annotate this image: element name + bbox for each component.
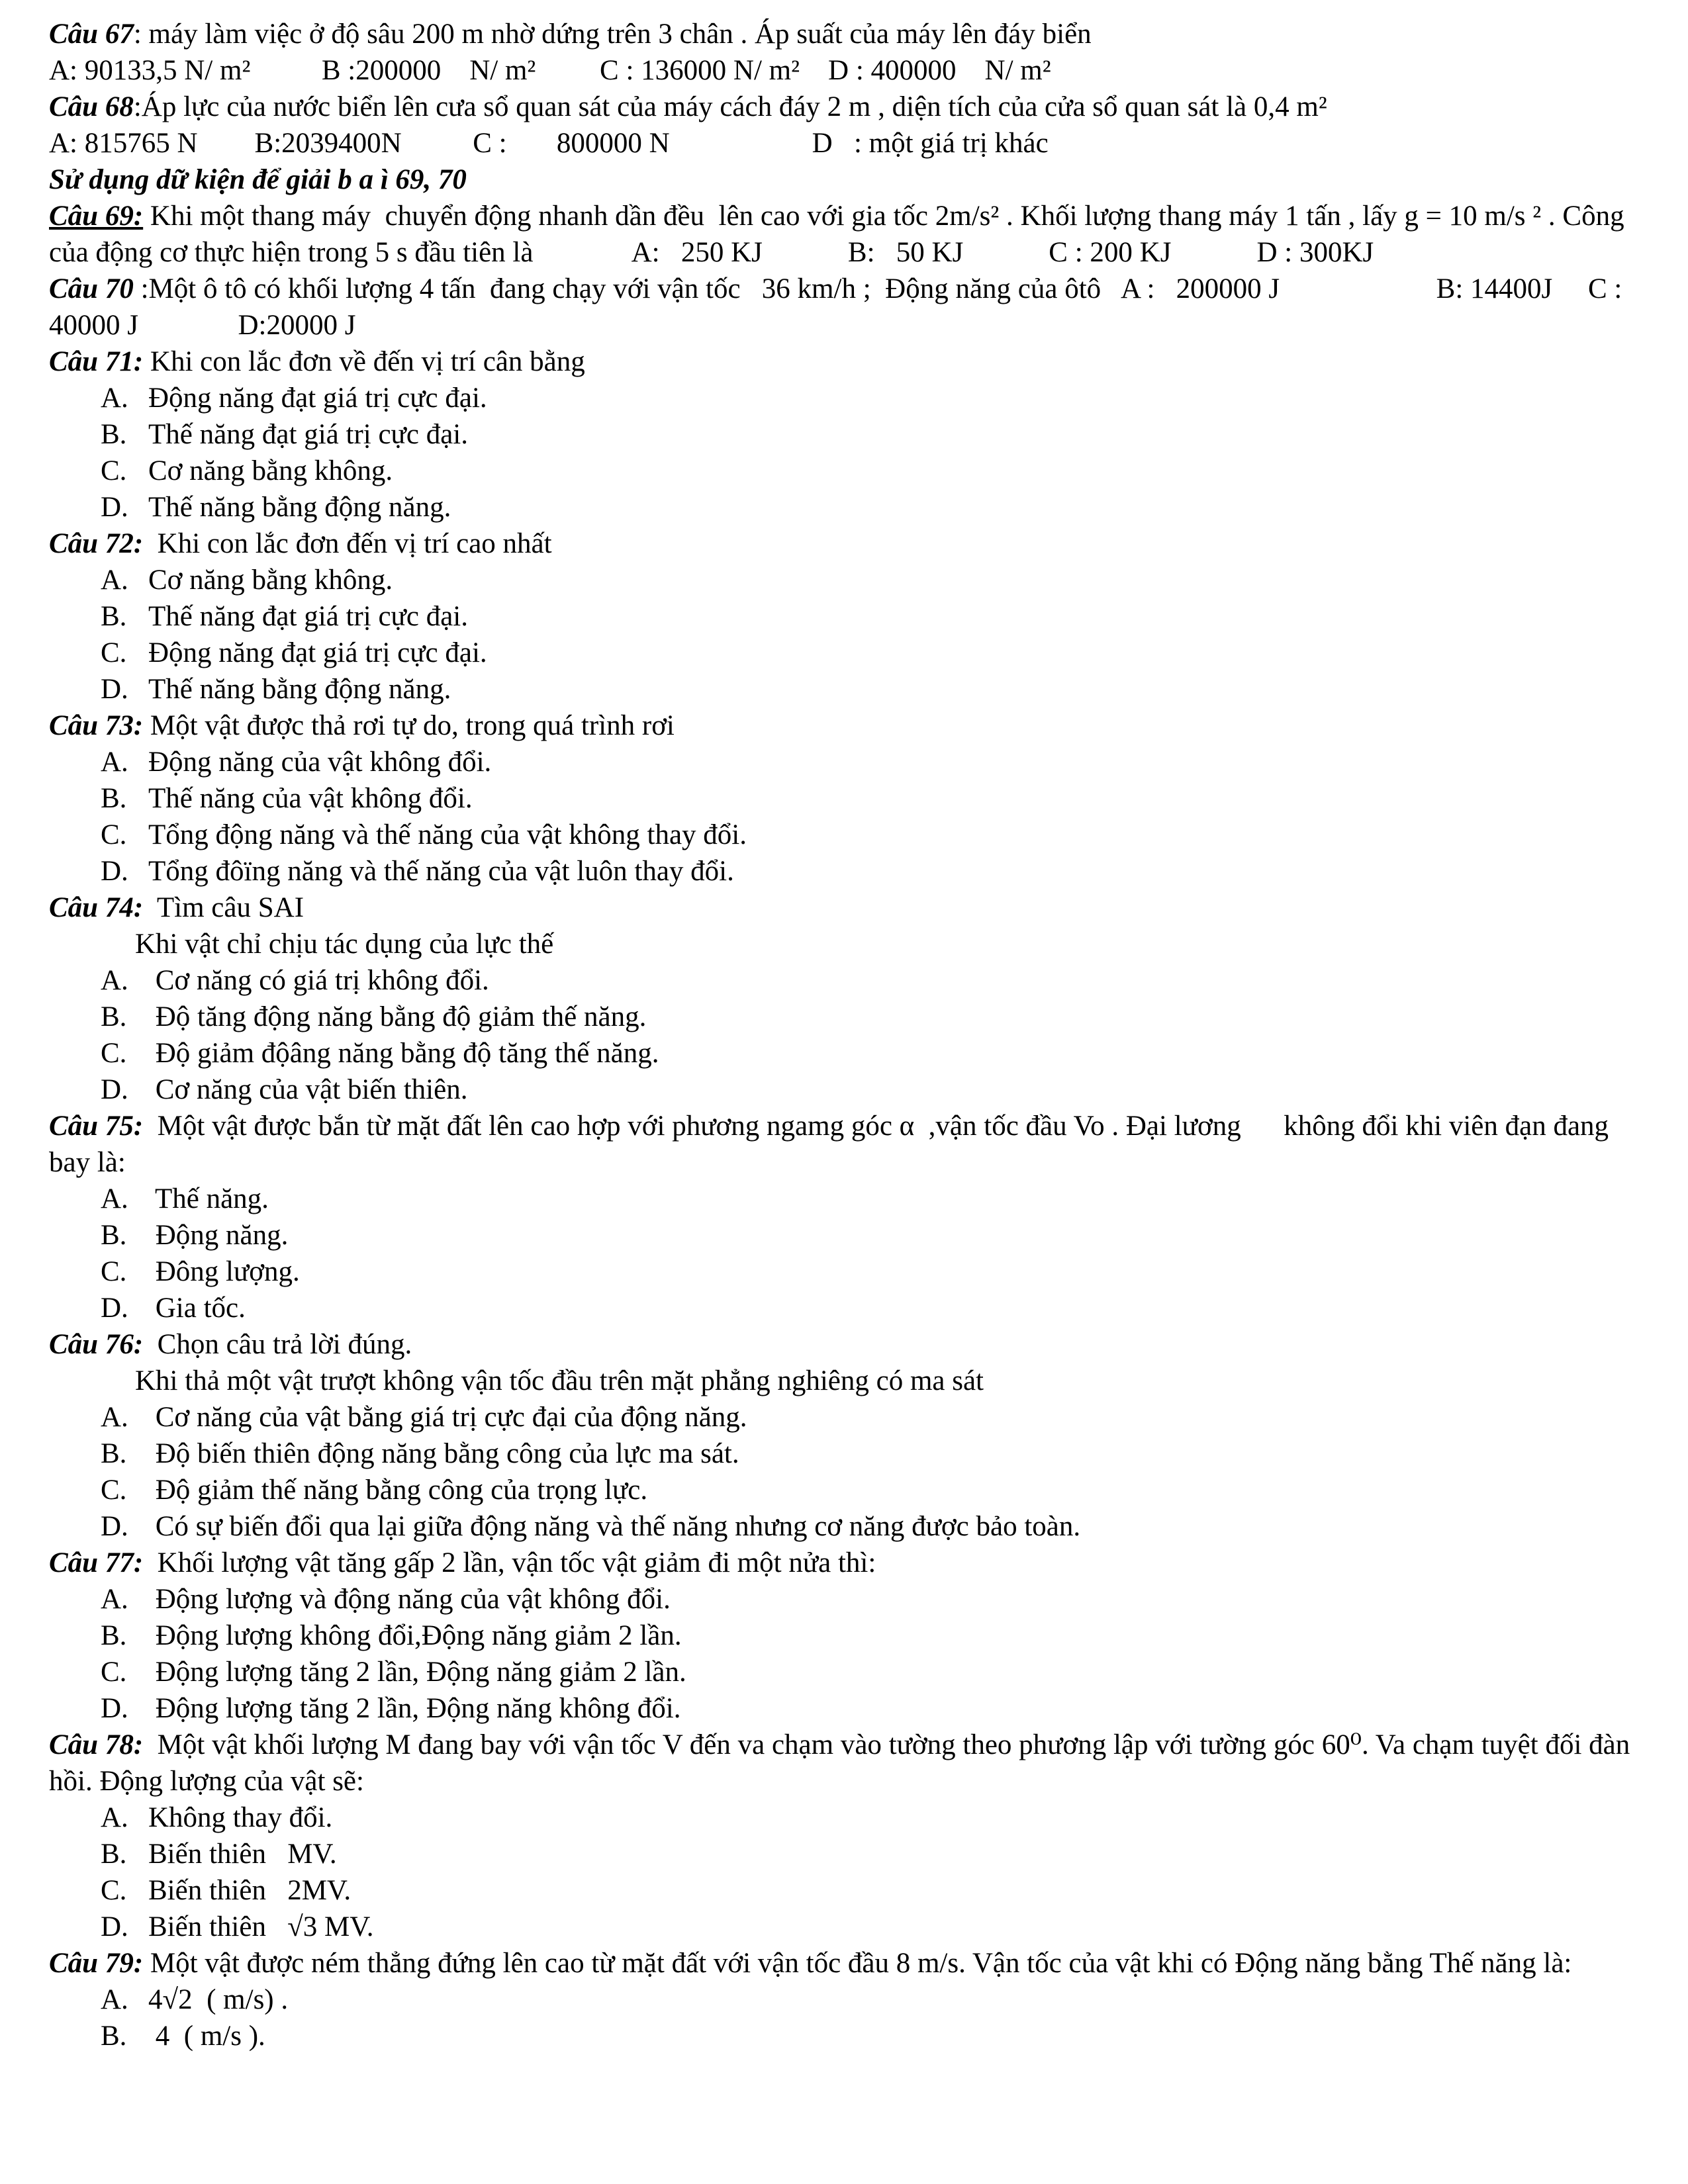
question-text: Khi con lắc đơn đến vị trí cao nhất <box>143 528 552 559</box>
question-text: :Áp lực của nước biển lên cưa sổ quan sát của máy cách đáy 2 m , diện tích của cửa sổ quan sát là 0,4 m² <box>133 91 1327 122</box>
option-row <box>49 1399 1642 1435</box>
question-text: Một vật được bắn từ mặt đất lên cao hợp với phương ngamg góc α ,vận tốc đầu Vo . Đại lương không đổi khi viên đạn đang bay là: <box>49 1111 1616 1178</box>
option-letter: C. <box>101 455 127 486</box>
question-text: Khi một thang máy chuyển động nhanh dần đều lên cao với gia tốc 2m/s² . Khối lượng thang máy 1 tấn , lấy g = 10 m/s ² . Công của động cơ thực hiện trong 5 s đầu tiên là <box>49 201 1632 268</box>
answer-choices-line: A: 90133,5 N/ m² B :200000 N/ m² C : 136000 N/ m² D : 400000 N/ m² <box>49 55 1051 86</box>
option-text: Động năng của vật không đổi. <box>148 747 492 778</box>
option-letter: B. <box>101 2021 127 2052</box>
option-row <box>49 598 1642 635</box>
option-row <box>49 1690 1642 1727</box>
inline-answer-choices: A: 250 KJ B: 50 KJ C : 200 KJ D : 300KJ <box>533 237 1374 268</box>
question-stem <box>49 1545 1642 1581</box>
option-row <box>49 2018 1642 2054</box>
option-row <box>49 1472 1642 1508</box>
option-text: Gia tốc. <box>148 1293 246 1324</box>
question-text: Khối lượng vật tăng gấp 2 lần, vận tốc vật giảm đi một nửa thì: <box>143 1547 876 1578</box>
option-row <box>49 1981 1642 2018</box>
question-text: Một vật được ném thẳng đứng lên cao từ mặt đất với vận tốc đầu 8 m/s. Vận tốc của vật khi có Động năng bằng Thế năng là: <box>143 1948 1572 1979</box>
option-letter: A. <box>101 965 128 996</box>
question-label: Câu 72: <box>49 528 144 559</box>
question-stem <box>49 889 1642 926</box>
option-row <box>49 416 1642 453</box>
option-text: Cơ năng bằng không. <box>148 455 393 486</box>
option-text: Thế năng đạt giá trị cực đại. <box>148 601 468 632</box>
option-text: Động năng. <box>148 1220 289 1251</box>
option-text: Đông lượng. <box>148 1256 300 1287</box>
question-stem <box>49 198 1642 271</box>
option-row <box>49 962 1642 999</box>
option-text: Biến thiên MV. <box>148 1839 337 1870</box>
option-letter: D. <box>101 856 128 887</box>
option-letter: C. <box>101 1256 127 1287</box>
question-stem <box>49 343 1642 380</box>
option-row <box>49 1836 1642 1872</box>
option-letter: B. <box>101 783 127 814</box>
question-label: Câu 76: <box>49 1329 144 1360</box>
option-letter: D. <box>101 674 128 705</box>
question-text: Một vật được thả rơi tự do, trong quá trình rơi <box>143 710 675 741</box>
option-row <box>49 671 1642 707</box>
question-stem <box>49 1108 1642 1181</box>
option-row <box>49 562 1642 598</box>
question-block <box>49 89 1642 161</box>
option-text: Thế năng của vật không đổi. <box>148 783 473 814</box>
option-row <box>49 635 1642 671</box>
question-block <box>49 1326 1642 1545</box>
option-text: Thế năng bằng động năng. <box>148 492 451 523</box>
option-letter: C. <box>101 1038 127 1069</box>
option-letter: C. <box>101 1657 127 1688</box>
option-letter: D. <box>101 1911 128 1942</box>
question-text: Chọn câu trả lời đúng. <box>143 1329 412 1360</box>
option-text: Độ giảm thế năng bằng công của trọng lực. <box>148 1475 648 1506</box>
option-text: Cơ năng của vật bằng giá trị cực đại của động năng. <box>148 1402 747 1433</box>
question-subtext: Khi vật chỉ chịu tác dụng của lực thế <box>135 929 554 960</box>
question-subtext: Khi thả một vật trượt không vận tốc đầu trên mặt phẳng nghiêng có ma sát <box>135 1365 984 1396</box>
option-letter: A. <box>101 747 128 778</box>
option-row <box>49 489 1642 525</box>
question-label: Câu 79: <box>49 1948 144 1979</box>
option-letter: A. <box>101 1584 128 1615</box>
option-row <box>49 380 1642 416</box>
option-text: Không thay đổi. <box>148 1802 333 1833</box>
option-letter: B. <box>101 1220 127 1251</box>
option-text: Độ tăng động năng bằng độ giảm thế năng. <box>148 1001 647 1032</box>
question-stem <box>49 271 1642 343</box>
option-letter: D. <box>101 1293 128 1324</box>
option-text: Độ biến thiên động năng bằng công của lực ma sát. <box>148 1438 739 1469</box>
option-letter: C. <box>101 819 127 850</box>
option-row <box>49 1909 1642 1945</box>
option-letter: B. <box>101 1620 127 1651</box>
option-text: Tổng đôïng năng và thế năng của vật luôn thay đổi. <box>148 856 734 887</box>
question-label: Câu 67 <box>49 19 134 50</box>
question-block <box>49 889 1642 1108</box>
question-stem <box>49 1326 1642 1363</box>
option-text: Động lượng và động năng của vật không đổi. <box>148 1584 671 1615</box>
question-label: Câu 74: <box>49 892 144 923</box>
question-stem <box>49 707 1642 744</box>
option-letter: A. <box>101 383 128 414</box>
question-block <box>49 343 1642 525</box>
question-stem <box>49 1945 1642 1981</box>
question-label: Câu 69: <box>49 201 144 232</box>
option-text: Biến thiên √3 MV. <box>148 1911 374 1942</box>
option-row <box>49 780 1642 817</box>
question-label: Câu 77: <box>49 1547 144 1578</box>
question-text: Tìm câu SAI <box>143 892 305 923</box>
option-row <box>49 1581 1642 1617</box>
option-text: Có sự biến đổi qua lại giữa động năng và thế năng nhưng cơ năng được bảo toàn. <box>148 1511 1081 1542</box>
option-row <box>49 1654 1642 1690</box>
option-letter: A. <box>101 1802 128 1833</box>
option-letter: A. <box>101 1984 128 2015</box>
option-text: Tổng động năng và thế năng của vật không thay đổi. <box>148 819 747 850</box>
option-text: Cơ năng của vật biến thiên. <box>148 1074 468 1105</box>
question-block <box>49 1545 1642 1727</box>
option-row <box>49 1799 1642 1836</box>
option-text: Thế năng đạt giá trị cực đại. <box>148 419 468 450</box>
option-letter: B. <box>101 1839 127 1870</box>
section-heading: Sử dụng dữ kiện để giải b a ì 69, 70 <box>49 164 467 195</box>
question-block <box>49 198 1642 271</box>
option-letter: D. <box>101 1074 128 1105</box>
answer-choices-line: A: 815765 N B:2039400N C : 800000 N D : một giá trị khác <box>49 128 1049 159</box>
question-label: Câu 73: <box>49 710 144 741</box>
option-text: Động năng đạt giá trị cực đại. <box>148 637 487 668</box>
inline-answer-choices: A : 200000 J B: 14400J C : 40000 J D:20000 J <box>49 273 1630 341</box>
option-row <box>49 817 1642 853</box>
option-text: Động lượng tăng 2 lần, Động năng giảm 2 lần. <box>148 1657 686 1688</box>
option-letter: B. <box>101 1001 127 1032</box>
question-block <box>49 525 1642 707</box>
option-letter: C. <box>101 1475 127 1506</box>
question-stem <box>49 525 1642 562</box>
option-letter: B. <box>101 601 127 632</box>
option-text: 4 ( m/s ). <box>148 2021 265 2052</box>
question-block <box>49 271 1642 343</box>
option-letter: B. <box>101 419 127 450</box>
question-block <box>49 1727 1642 1945</box>
option-text: Cơ năng có giá trị không đổi. <box>148 965 489 996</box>
question-text: :Một ô tô có khối lượng 4 tấn đang chạy với vận tốc 36 km/h ; Động năng của ôtô <box>133 273 1102 304</box>
option-row <box>49 999 1642 1035</box>
questions-container <box>49 16 1642 2054</box>
option-row <box>49 1508 1642 1545</box>
option-row <box>49 1217 1642 1253</box>
option-row <box>49 453 1642 489</box>
option-row <box>49 744 1642 780</box>
option-letter: D. <box>101 1511 128 1542</box>
option-row <box>49 1071 1642 1108</box>
question-label: Câu 68 <box>49 91 134 122</box>
question-block <box>49 1108 1642 1326</box>
option-row <box>49 1435 1642 1472</box>
option-row <box>49 1253 1642 1290</box>
question-label: Câu 70 <box>49 273 134 304</box>
question-block <box>49 1945 1642 2054</box>
option-text: Cơ năng bằng không. <box>148 565 393 596</box>
question-label: Câu 75: <box>49 1111 144 1142</box>
option-row <box>49 1617 1642 1654</box>
option-letter: C. <box>101 637 127 668</box>
option-text: Động lượng không đổi,Động năng giảm 2 lần. <box>148 1620 682 1651</box>
option-text: Thế năng. <box>148 1183 269 1214</box>
question-label: Câu 71: <box>49 346 144 377</box>
option-letter: B. <box>101 1438 127 1469</box>
option-row <box>49 1290 1642 1326</box>
option-letter: D. <box>101 492 128 523</box>
question-text: Khi con lắc đơn về đến vị trí cân bằng <box>143 346 585 377</box>
question-text: : máy làm việc ở độ sâu 200 m nhờ dứng trên 3 chân . Áp suất của máy lên đáy biển <box>133 19 1092 50</box>
question-stem <box>49 1727 1642 1799</box>
option-letter: A. <box>101 565 128 596</box>
option-letter: D. <box>101 1693 128 1724</box>
option-text: Biến thiên 2MV. <box>148 1875 352 1906</box>
question-stem <box>49 16 1642 52</box>
option-row <box>49 853 1642 889</box>
option-row <box>49 1181 1642 1217</box>
option-letter: A. <box>101 1183 128 1214</box>
option-row <box>49 1035 1642 1071</box>
option-text: Động lượng tăng 2 lần, Động năng không đổi. <box>148 1693 681 1724</box>
option-letter: C. <box>101 1875 127 1906</box>
question-block <box>49 16 1642 89</box>
option-text: Động năng đạt giá trị cực đại. <box>148 383 487 414</box>
option-row <box>49 1872 1642 1909</box>
question-text: Một vật khối lượng M đang bay với vận tốc V đến va chạm vào tường theo phương lập với tường góc 60⁰. Va chạm tuyệt đối đàn hồi. Động lượng của vật sẽ: <box>49 1729 1637 1797</box>
option-letter: A. <box>101 1402 128 1433</box>
option-text: 4√2 ( m/s) . <box>148 1984 289 2015</box>
question-block <box>49 707 1642 889</box>
question-stem <box>49 89 1642 125</box>
option-text: Thế năng bằng động năng. <box>148 674 451 705</box>
question-label: Câu 78: <box>49 1729 144 1760</box>
option-text: Độ giảm độâng năng bằng độ tăng thế năng. <box>148 1038 659 1069</box>
